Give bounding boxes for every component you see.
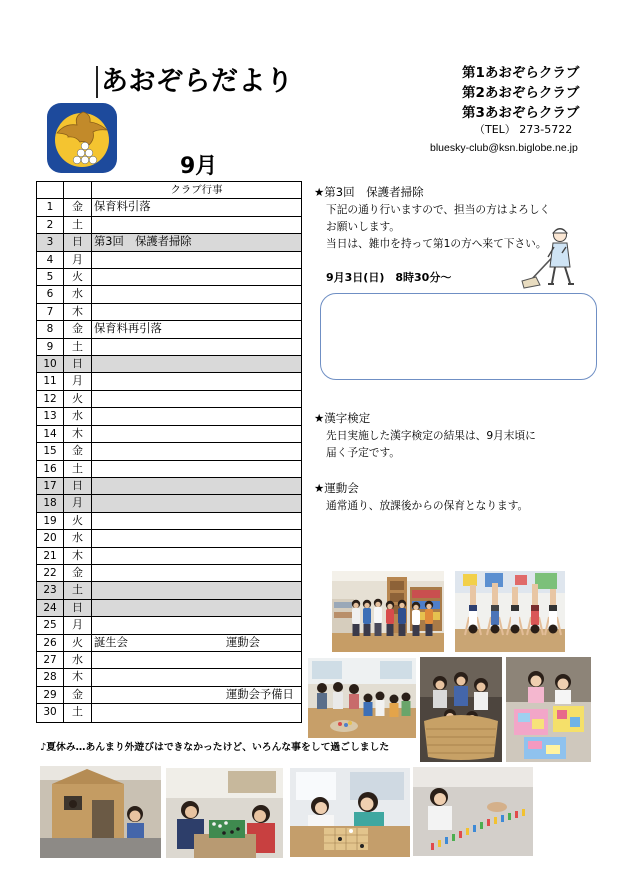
calendar-day-number: 9 (37, 339, 64, 355)
club-name-2: 第2あおぞらクラブ (462, 85, 580, 101)
calendar-row (37, 339, 301, 356)
calendar-event-cell (92, 582, 301, 598)
calendar-day-number: 2 (37, 217, 64, 233)
calendar-weekday: 水 (64, 286, 92, 302)
calendar-event-cell (92, 600, 301, 616)
calendar-event-cell (92, 199, 301, 215)
calendar-day-number: 27 (37, 652, 64, 668)
calendar-weekday: 火 (64, 269, 92, 285)
calendar-weekday: 月 (64, 252, 92, 268)
calendar-weekday: 金 (64, 687, 92, 703)
calendar-row (37, 391, 301, 408)
cleaning-date-time: 9月3日(日) 8時30分～ (326, 271, 452, 284)
calendar-header-day (37, 182, 64, 198)
calendar-event-cell (92, 304, 301, 320)
calendar-weekday: 日 (64, 478, 92, 494)
cleaning-notice-body (326, 201, 550, 252)
calendar-header-weekday (64, 182, 92, 198)
calendar-day-number: 6 (37, 286, 64, 302)
calendar-row (37, 617, 301, 634)
calendar-day-number: 1 (37, 199, 64, 215)
photo-boys-playing-chess (166, 768, 283, 858)
calendar-event-cell (92, 513, 301, 529)
calendar-event-cell (92, 617, 301, 633)
cleaning-notice-line: 下記の通り行いますので、担当の方はよろしく (326, 203, 551, 216)
calendar-weekday: 火 (64, 635, 92, 651)
calendar-event-cell (92, 443, 301, 459)
calendar-weekday: 火 (64, 391, 92, 407)
calendar-weekday: 木 (64, 426, 92, 442)
calendar-day-number: 26 (37, 635, 64, 651)
calendar-day-number: 18 (37, 495, 64, 511)
calendar-weekday: 水 (64, 652, 92, 668)
calendar-row (37, 217, 301, 234)
calendar-row (37, 373, 301, 390)
sports-day-notice-line: 通常通り、放課後からの保育となります。 (326, 499, 529, 512)
calendar-row (37, 565, 301, 582)
calendar-day-number: 24 (37, 600, 64, 616)
calendar-row (37, 669, 301, 686)
calendar-row (37, 199, 301, 216)
notice-box (320, 293, 597, 380)
calendar-day-number: 11 (37, 373, 64, 389)
cleaning-notice-line: 当日は、雑巾を持って第1の方へ来て下さい。 (326, 237, 547, 250)
calendar-day-number: 15 (37, 443, 64, 459)
title-accent-bar (96, 66, 98, 98)
calendar-day-number: 25 (37, 617, 64, 633)
calendar-event-cell (92, 652, 301, 668)
calendar-weekday: 金 (64, 443, 92, 459)
calendar-day-number: 23 (37, 582, 64, 598)
calendar-event-cell (92, 286, 301, 302)
photo-boys-board-game (290, 768, 410, 857)
calendar-row (37, 408, 301, 425)
calendar-header-events: クラブ行事 (170, 184, 223, 196)
calendar-weekday: 土 (64, 339, 92, 355)
calendar-row (37, 478, 301, 495)
calendar-day-number: 8 (37, 321, 64, 337)
calendar-row (37, 286, 301, 303)
calendar-event-cell (92, 530, 301, 546)
kanji-notice-line: 届く予定です。 (326, 446, 400, 459)
calendar-event-cell (92, 321, 301, 337)
calendar-weekday: 日 (64, 356, 92, 372)
calendar-event: 保育料引落 (94, 200, 151, 214)
kanji-notice-line: 先日実施した漢字検定の結果は、9月末頃に (326, 429, 536, 442)
calendar-weekday: 金 (64, 321, 92, 337)
calendar-event-cell (92, 635, 301, 651)
sports-day-notice-body (326, 497, 528, 514)
calendar-weekday: 日 (64, 234, 92, 250)
calendar-row (37, 652, 301, 669)
calendar-weekday: 木 (64, 548, 92, 564)
calendar-weekday: 土 (64, 461, 92, 477)
calendar-weekday: 水 (64, 408, 92, 424)
calendar-event-cell (92, 391, 301, 407)
calendar-header-row (37, 182, 301, 199)
calendar-weekday: 土 (64, 582, 92, 598)
calendar-event-cell (92, 461, 301, 477)
calendar-day-number: 13 (37, 408, 64, 424)
calendar-event: 保育料再引落 (94, 322, 162, 336)
calendar-row (37, 548, 301, 565)
photo-cardboard-house (40, 766, 161, 858)
calendar-event: 誕生会 (94, 635, 128, 649)
calendar-event-cell (92, 356, 301, 372)
calendar-day-number: 7 (37, 304, 64, 320)
club-name-3: 第3あおぞらクラブ (462, 105, 580, 121)
calendar-event-cell (92, 704, 301, 721)
calendar-weekday: 木 (64, 669, 92, 685)
calendar-event-cell (92, 373, 301, 389)
calendar-event-cell (92, 252, 301, 268)
calendar-event-cell (92, 234, 301, 250)
calendar-row (37, 304, 301, 321)
calendar-row (37, 443, 301, 460)
cleaning-notice-heading: ★第3回 保護者掃除 (314, 185, 424, 199)
newsletter-title: あおぞらだより (101, 66, 294, 97)
kanji-notice-heading: ★漢字検定 (314, 411, 371, 425)
calendar-event-cell (92, 217, 301, 233)
sweeping-person-illustration (518, 223, 582, 289)
calendar-event-cell (92, 669, 301, 685)
photo-girl-dominoes (413, 767, 533, 856)
calendar-row (37, 426, 301, 443)
calendar-day-number: 20 (37, 530, 64, 546)
calendar-event: 第3回 保護者掃除 (94, 235, 192, 249)
calendar-weekday: 金 (64, 199, 92, 215)
calendar-row (37, 687, 301, 704)
calendar-row (37, 600, 301, 617)
calendar-event-cell (92, 339, 301, 355)
calendar-row (37, 582, 301, 599)
calendar-event-secondary: 運動会予備日 (226, 687, 294, 701)
calendar-weekday: 金 (64, 565, 92, 581)
calendar-weekday: 日 (64, 600, 92, 616)
calendar-event-secondary: 運動会 (226, 635, 260, 649)
sports-day-notice-heading: ★運動会 (314, 481, 359, 495)
photo-kids-handstands (455, 571, 565, 652)
calendar-day-number: 29 (37, 687, 64, 703)
calendar-event-cell (92, 269, 301, 285)
kanji-notice-body (326, 427, 536, 461)
calendar-event-cell (92, 548, 301, 564)
calendar-row (37, 530, 301, 547)
photo-kids-in-basket (420, 657, 502, 762)
calendar-event-cell (92, 426, 301, 442)
email-address[interactable]: bluesky-club@ksn.biglobe.ne.jp (430, 142, 578, 154)
calendar-day-number: 5 (37, 269, 64, 285)
calendar-day-number: 14 (37, 426, 64, 442)
calendar-event-cell (92, 408, 301, 424)
calendar-event-cell (92, 687, 301, 703)
cleaning-notice-line: お願いします。 (326, 220, 400, 233)
calendar-event-cell (92, 495, 301, 511)
club-name-1: 第1あおぞらクラブ (462, 65, 580, 81)
calendar-weekday: 火 (64, 513, 92, 529)
club-logo (47, 103, 117, 173)
calendar-row (37, 252, 301, 269)
calendar-day-number: 3 (37, 234, 64, 250)
phone-number: （TEL） 273-5722 (474, 123, 573, 136)
photo-kids-playroom (308, 658, 416, 738)
calendar-weekday: 土 (64, 704, 92, 721)
calendar-weekday: 土 (64, 217, 92, 233)
calendar-row (37, 234, 301, 251)
calendar-row (37, 635, 301, 652)
calendar-row (37, 461, 301, 478)
calendar-event-cell (92, 478, 301, 494)
summer-caption: ♪夏休み…あんまり外遊びはできなかったけど、いろんな事をして過ごしました (40, 742, 390, 753)
calendar-day-number: 21 (37, 548, 64, 564)
calendar-row (37, 269, 301, 286)
calendar-weekday: 月 (64, 373, 92, 389)
calendar-day-number: 4 (37, 252, 64, 268)
calendar-day-number: 12 (37, 391, 64, 407)
photo-girls-with-puzzles (506, 657, 591, 762)
club-calendar-table (36, 181, 302, 723)
calendar-event-cell (92, 565, 301, 581)
calendar-row (37, 495, 301, 512)
calendar-row (37, 513, 301, 530)
calendar-weekday: 木 (64, 304, 92, 320)
calendar-day-number: 10 (37, 356, 64, 372)
photo-kids-by-bookshelf (332, 571, 444, 652)
calendar-day-number: 19 (37, 513, 64, 529)
calendar-row (37, 321, 301, 338)
calendar-weekday: 月 (64, 495, 92, 511)
calendar-row (37, 704, 301, 721)
calendar-day-number: 30 (37, 704, 64, 721)
calendar-day-number: 16 (37, 461, 64, 477)
calendar-day-number: 17 (37, 478, 64, 494)
calendar-month: 9月 (180, 154, 218, 179)
calendar-row (37, 356, 301, 373)
calendar-day-number: 22 (37, 565, 64, 581)
calendar-weekday: 月 (64, 617, 92, 633)
calendar-day-number: 28 (37, 669, 64, 685)
calendar-weekday: 水 (64, 530, 92, 546)
